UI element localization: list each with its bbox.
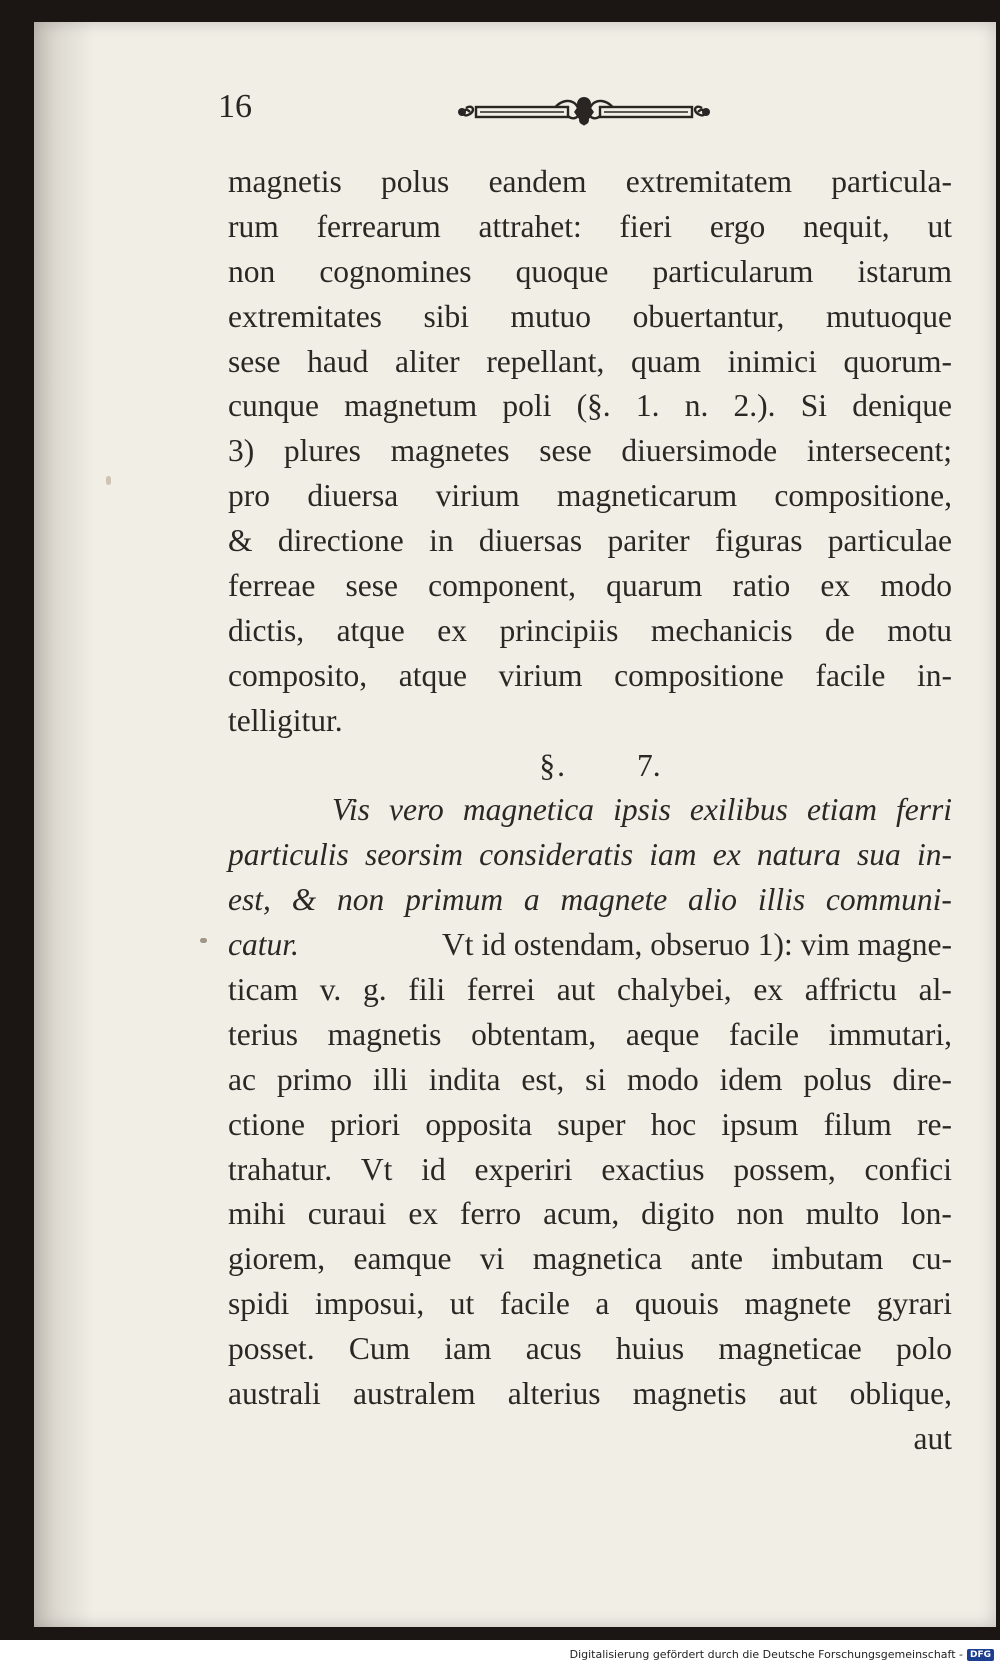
text-line (228, 699, 952, 744)
digitization-footer (570, 1648, 994, 1661)
text-line-content: spidi imposui, ut facile a quouis magnete gyrari (228, 1286, 952, 1322)
text-line (228, 654, 952, 699)
text-line (228, 295, 952, 340)
text-line (228, 833, 952, 878)
dfg-logo-icon: DFG (967, 1649, 994, 1661)
text-line-content: Vis vero magnetica ipsis exilibus etiam ferri (332, 792, 952, 828)
text-line-content: terius magnetis obtentam, aeque facile immutari, (228, 1016, 952, 1052)
catchword: aut (913, 1420, 952, 1456)
catchword-line (228, 1417, 952, 1462)
text-line-content: giorem, eamque vi magnetica ante imbutam cu- (228, 1241, 952, 1277)
text-line (228, 205, 952, 250)
text-line-content: extremitates sibi mutuo obuertantur, mutuoque (228, 298, 952, 334)
text-line-content: telligitur. (228, 702, 343, 738)
text-line-content: particulis seorsim consideratis iam ex natura sua in- (228, 837, 952, 873)
text-line (228, 1103, 952, 1148)
text-line-content: est, & non primum a magnete alio illis communi- (228, 882, 952, 918)
ornament-headpiece-icon (456, 92, 712, 132)
text-line (228, 564, 952, 609)
text-line (228, 474, 952, 519)
text-line-content: 3) plures magnetes sese diuersimode intersecent; (228, 433, 952, 469)
text-line-content: & directione in diuersas pariter figuras particulae (228, 523, 952, 559)
text-line-content: mihi curaui ex ferro acum, digito non multo lon- (228, 1196, 952, 1232)
text-line (228, 1058, 952, 1103)
footer-credit: Digitalisierung gefördert durch die Deutsche Forschungsgemeinschaft - (569, 1648, 963, 1661)
text-line (228, 1237, 952, 1282)
text-line-content: sese haud aliter repellant, quam inimici quorum- (228, 343, 952, 379)
text-line (228, 1148, 952, 1193)
text-line-content: pro diuersa virium magneticarum compositione, (228, 478, 952, 514)
text-line-content: posset. Cum iam acus huius magneticae polo (228, 1331, 952, 1367)
spine-shadow (34, 22, 94, 1627)
text-line (228, 968, 952, 1013)
page-number: 16 (218, 88, 252, 125)
text-line (228, 788, 952, 833)
text-line-content: ctione priori opposita super hoc ipsum filum re- (228, 1106, 952, 1142)
text-line (228, 878, 952, 923)
paragraph-section-7 (228, 968, 952, 1417)
text-line-mixed (228, 923, 952, 968)
text-line (228, 384, 952, 429)
text-line (228, 340, 952, 385)
text-line (228, 1192, 952, 1237)
text-line (228, 250, 952, 295)
text-line (228, 429, 952, 474)
text-line (228, 1013, 952, 1058)
text-line (228, 1372, 952, 1417)
text-line (228, 609, 952, 654)
text-line (228, 160, 952, 205)
text-line-content: composito, atque virium compositione facile in- (228, 657, 952, 693)
roman-text: Vt id ostendam, obseruo 1): vim magne- (441, 927, 952, 963)
text-line-content: dictis, atque ex principiis mechanicis de motu (228, 612, 952, 648)
text-line-content: cunque magnetum poli (§. 1. n. 2.). Si denique (228, 388, 952, 424)
text-line-content: australi australem alterius magnetis aut oblique, (228, 1376, 952, 1412)
paragraph-section-6-end (228, 160, 952, 744)
ink-mark (200, 938, 207, 943)
text-line-content: ferreae sese component, quarum ratio ex modo (228, 568, 952, 604)
text-line (228, 519, 952, 564)
text-line-content: trahatur. Vt id experiri exactius possem, confici (228, 1151, 952, 1187)
section-symbol: §. (539, 747, 567, 783)
paper-smudge (106, 476, 111, 485)
section-number: 7. (637, 747, 661, 783)
italic-word: catur. (228, 927, 299, 963)
text-line-content: non cognomines quoque particularum istarum (228, 253, 952, 289)
text-line (228, 1327, 952, 1372)
text-line-content: ticam v. g. fili ferrei aut chalybei, ex affrictu al- (228, 972, 952, 1008)
text-line-content: ac primo illi indita est, si modo idem polus dire- (228, 1061, 952, 1097)
body-text (228, 160, 952, 1462)
italic-thesis (228, 788, 952, 923)
text-line-content: rum ferrearum attrahet: fieri ergo nequit, ut (228, 208, 952, 244)
text-line (228, 1282, 952, 1327)
section-heading (228, 744, 952, 789)
text-line-content: magnetis polus eandem extremitatem particula- (228, 164, 952, 199)
